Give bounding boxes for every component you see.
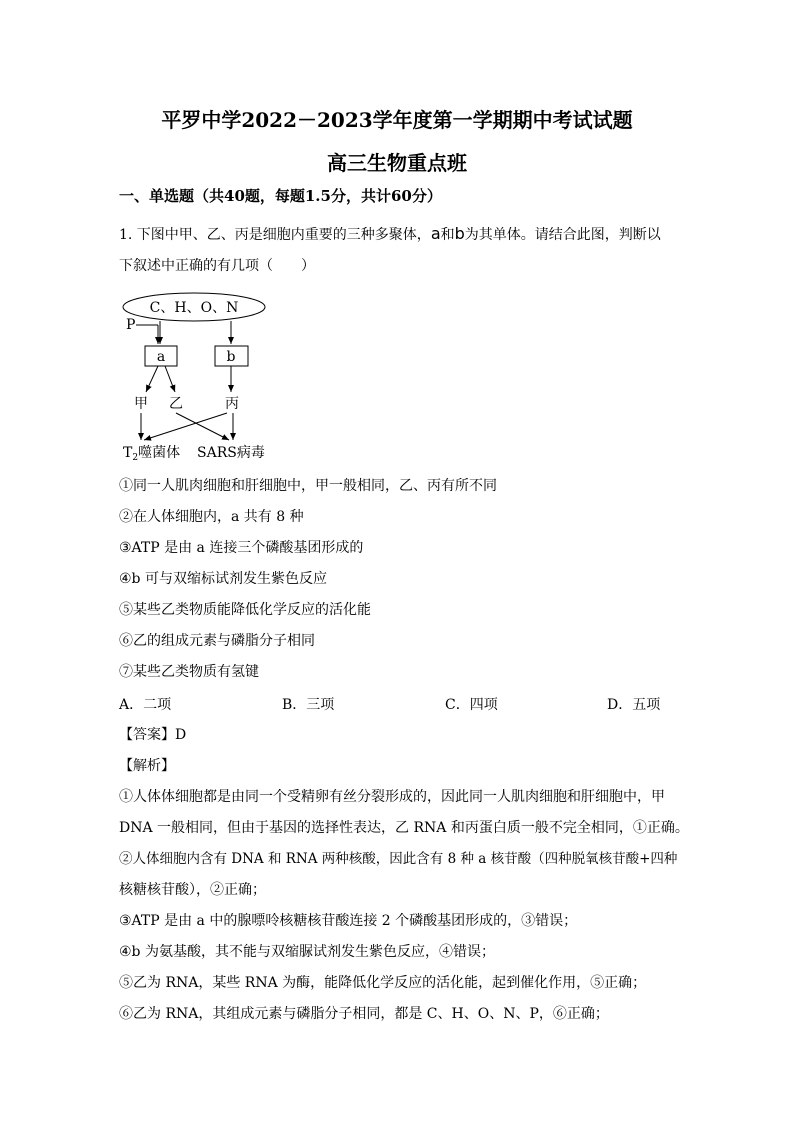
- analysis-line: ⑤乙为 RNA，某些 RNA 为酶，能降低化学反应的活化能，起到催化作用，⑤正确；: [119, 975, 647, 991]
- document-subtitle: 高三生物重点班: [327, 151, 467, 175]
- question-stem-part2: 为其单体。请结合此图，判断以: [464, 227, 661, 243]
- statement-6: ⑥乙的组成元素与磷脂分子相同: [119, 633, 315, 649]
- document-title: 平罗中学2022－2023学年度第一学期期中考试试题: [161, 108, 633, 132]
- analysis-line: ⑥乙为 RNA，其组成元素与磷脂分子相同，都是 C、H、O、N、P，⑥正确；: [119, 1006, 609, 1022]
- statement-1: ①同一人肌肉细胞和肝细胞中，甲一般相同，乙、丙有所不同: [119, 478, 497, 494]
- analysis-label: 【解析】: [119, 758, 175, 774]
- question-stem-line2: 下叙述中正确的有几项（ ）: [119, 258, 315, 274]
- analysis-line: ④b 为氨基酸，其不能与双缩脲试剂发生紫色反应，④错误；: [119, 944, 495, 960]
- statement-3: ③ATP 是由 a 连接三个磷酸基团形成的: [119, 540, 364, 556]
- statement-2: ②在人体细胞内，a 共有 8 种: [119, 509, 304, 525]
- bing-label: 丙: [225, 396, 239, 412]
- variable-b: b: [454, 224, 465, 243]
- analysis-line: DNA 一般相同，但由于基因的选择性表达，乙 RNA 和丙蛋白质一般不完全相同，①正确。: [119, 820, 689, 836]
- question-stem-part1: 1. 下图中甲、乙、丙是细胞内重要的三种多聚体，: [119, 227, 431, 243]
- option-d: D．五项: [607, 697, 661, 713]
- option-c: C．四项: [445, 697, 498, 713]
- a-to-yi-arrow: [165, 366, 175, 392]
- t2-phage-label: $T_2$噬菌体: [123, 445, 181, 463]
- statement-4: ④b 可与双缩标试剂发生紫色反应: [119, 571, 327, 587]
- a-to-jia-arrow: [146, 366, 158, 392]
- jia-label: 甲: [134, 396, 148, 412]
- analysis-line: ②人体细胞内含有 DNA 和 RNA 两种核酸，因此含有 8 种 a 核苷酸（四种脱氧核苷酸+四种: [119, 851, 678, 867]
- analysis-line: ①人体体细胞都是由同一个受精卵有丝分裂形成的，因此同一人肌肉细胞和肝细胞中，甲: [119, 789, 665, 805]
- bing-to-phage-arrow: [144, 413, 227, 440]
- box-b-label: b: [226, 349, 236, 365]
- section-heading: 一、单选题（共40题，每题1.5分，共计60分）: [119, 187, 442, 205]
- option-b: B．三项: [282, 697, 335, 713]
- question-stem: [119, 224, 689, 245]
- variable-a: a: [430, 224, 441, 243]
- statement-7: ⑦某些乙类物质有氢键: [119, 664, 259, 680]
- statement-5: ⑤某些乙类物质能降低化学反应的活化能: [119, 602, 371, 618]
- answer-label: 【答案】D: [119, 727, 187, 743]
- ellipse-label: C、H、O、N: [149, 300, 239, 316]
- box-a-label: a: [156, 349, 166, 365]
- analysis-line: ③ATP 是由 a 中的腺嘌呤核糖核苷酸连接 2 个磷酸基团形成的，③错误；: [119, 913, 578, 929]
- question-stem-and: 和: [440, 227, 455, 243]
- option-a: A．二项: [119, 697, 172, 713]
- phosphorus-label: P: [126, 317, 136, 333]
- analysis-line: 核糖核苷酸），②正确；: [119, 882, 266, 898]
- polymer-diagram: [110, 288, 290, 468]
- yi-label: 乙: [169, 396, 183, 412]
- sars-virus-label: SARS病毒: [197, 445, 265, 461]
